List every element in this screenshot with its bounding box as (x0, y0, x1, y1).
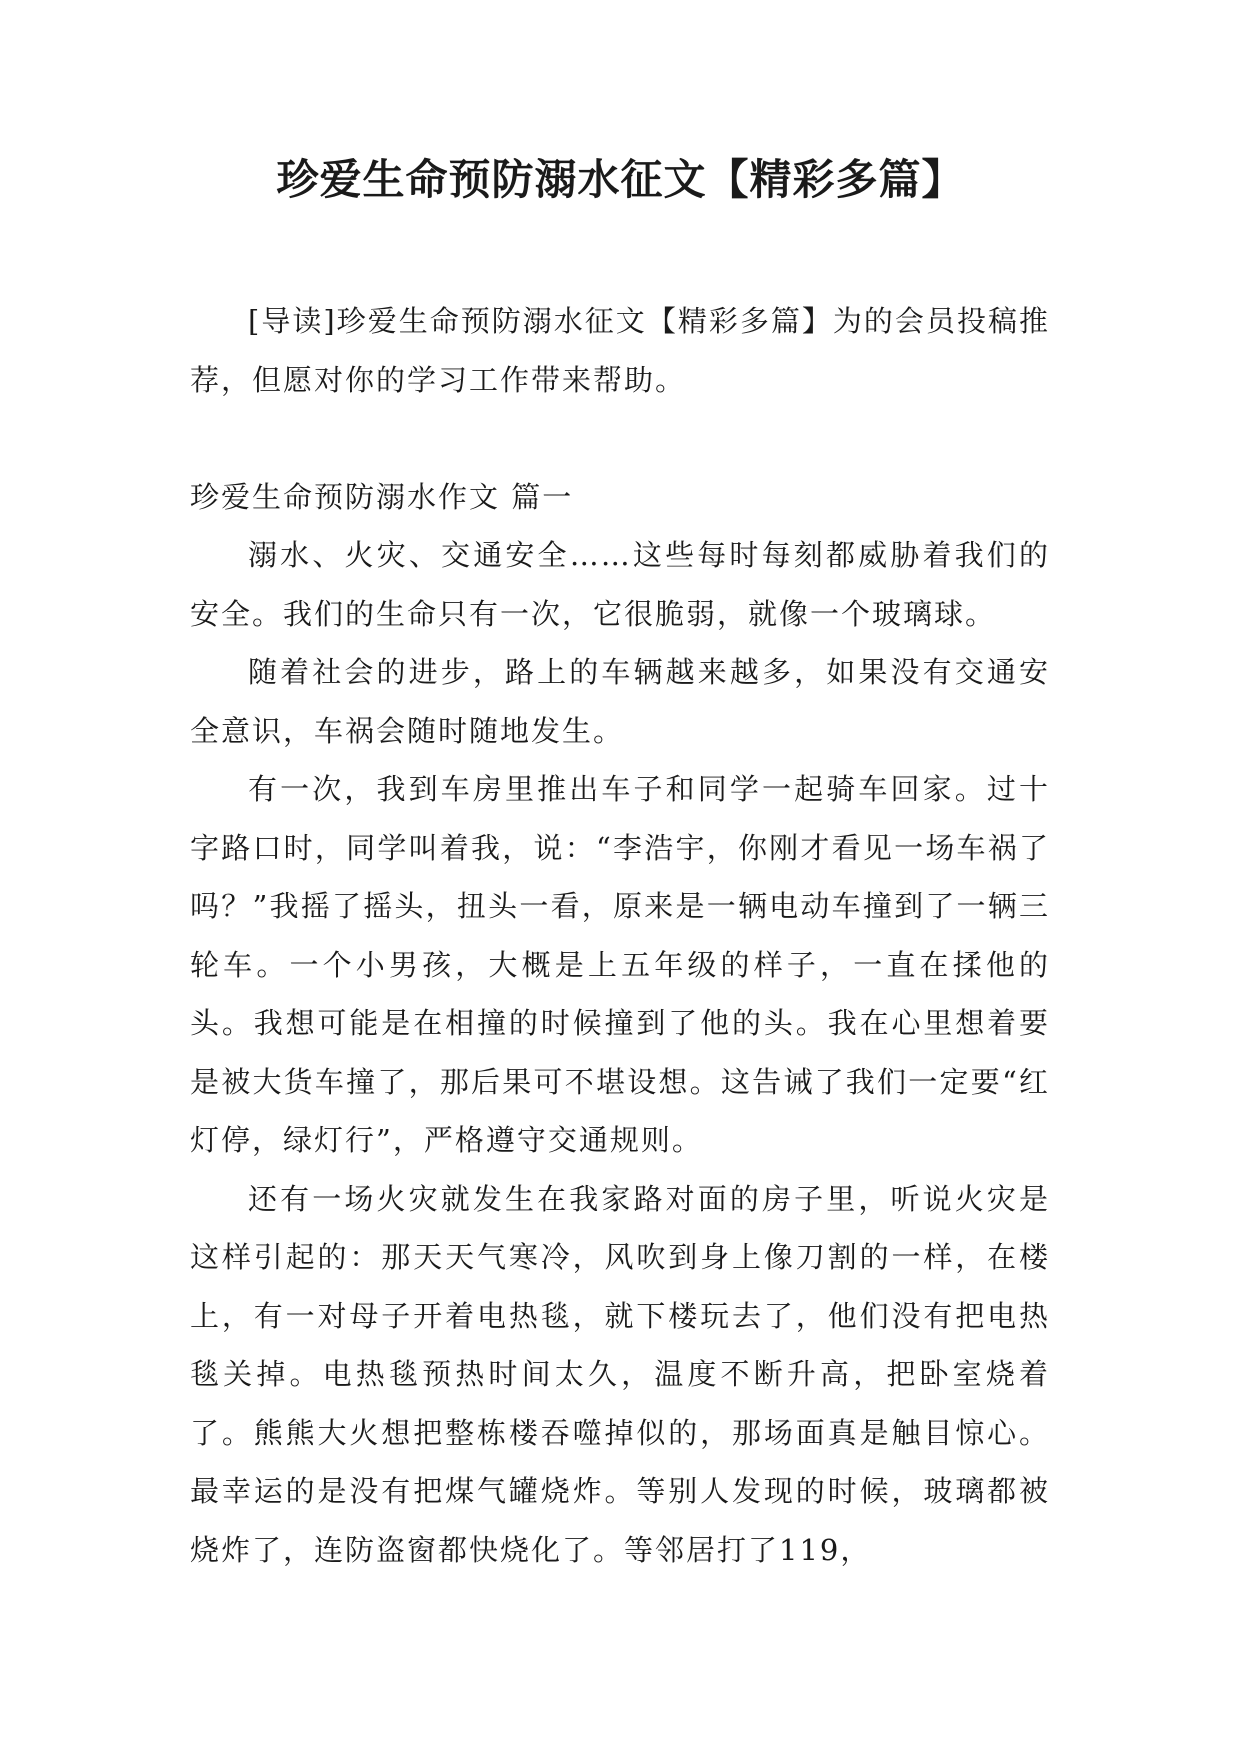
body-paragraph: 溺水、火灾、交通安全……这些每时每刻都威胁着我们的安全。我们的生命只有一次，它很脆弱，就像一个玻璃球。 (190, 538, 1050, 631)
section-heading: 珍爱生命预防溺水作文 篇一 (190, 479, 574, 514)
body-paragraph: 随着社会的进步，路上的车辆越来越多，如果没有交通安全意识，车祸会随时随地发生。 (190, 655, 1050, 748)
document-title: 珍爱生命预防溺水征文【精彩多篇】 (276, 155, 965, 204)
intro-paragraph: [导读]珍爱生命预防溺水征文【精彩多篇】为的会员投稿推荐，但愿对你的学习工作带来帮助。 (190, 304, 1050, 397)
document-body (190, 292, 1050, 1579)
body-paragraph: 有一次，我到车房里推出车子和同学一起骑车回家。过十字路口时，同学叫着我，说：“李浩宇，你刚才看见一场车祸了吗？”我摇了摇头，扭头一看，原来是一辆电动车撞到了一辆三轮车。一个小男孩，大概是上五年级的样子，一直在揉他的头。我想可能是在相撞的时候撞到了他的头。我在心里想着要是被大货车撞了，那后果可不堪设想。这告诫了我们一定要“红灯停，绿灯行”，严格遵守交通规则。 (190, 772, 1050, 1157)
body-paragraph: 还有一场火灾就发生在我家路对面的房子里，听说火灾是这样引起的：那天天气寒冷，风吹到身上像刀割的一样，在楼上，有一对母子开着电热毯，就下楼玩去了，他们没有把电热毯关掉。电热毯预热时间太久，温度不断升高，把卧室烧着了。熊熊大火想把整栋楼吞噬掉似的，那场面真是触目惊心。最幸运的是没有把煤气罐烧炸。等别人发现的时候，玻璃都被烧炸了，连防盗窗都快烧化了。等邻居打了119， (190, 1181, 1050, 1567)
